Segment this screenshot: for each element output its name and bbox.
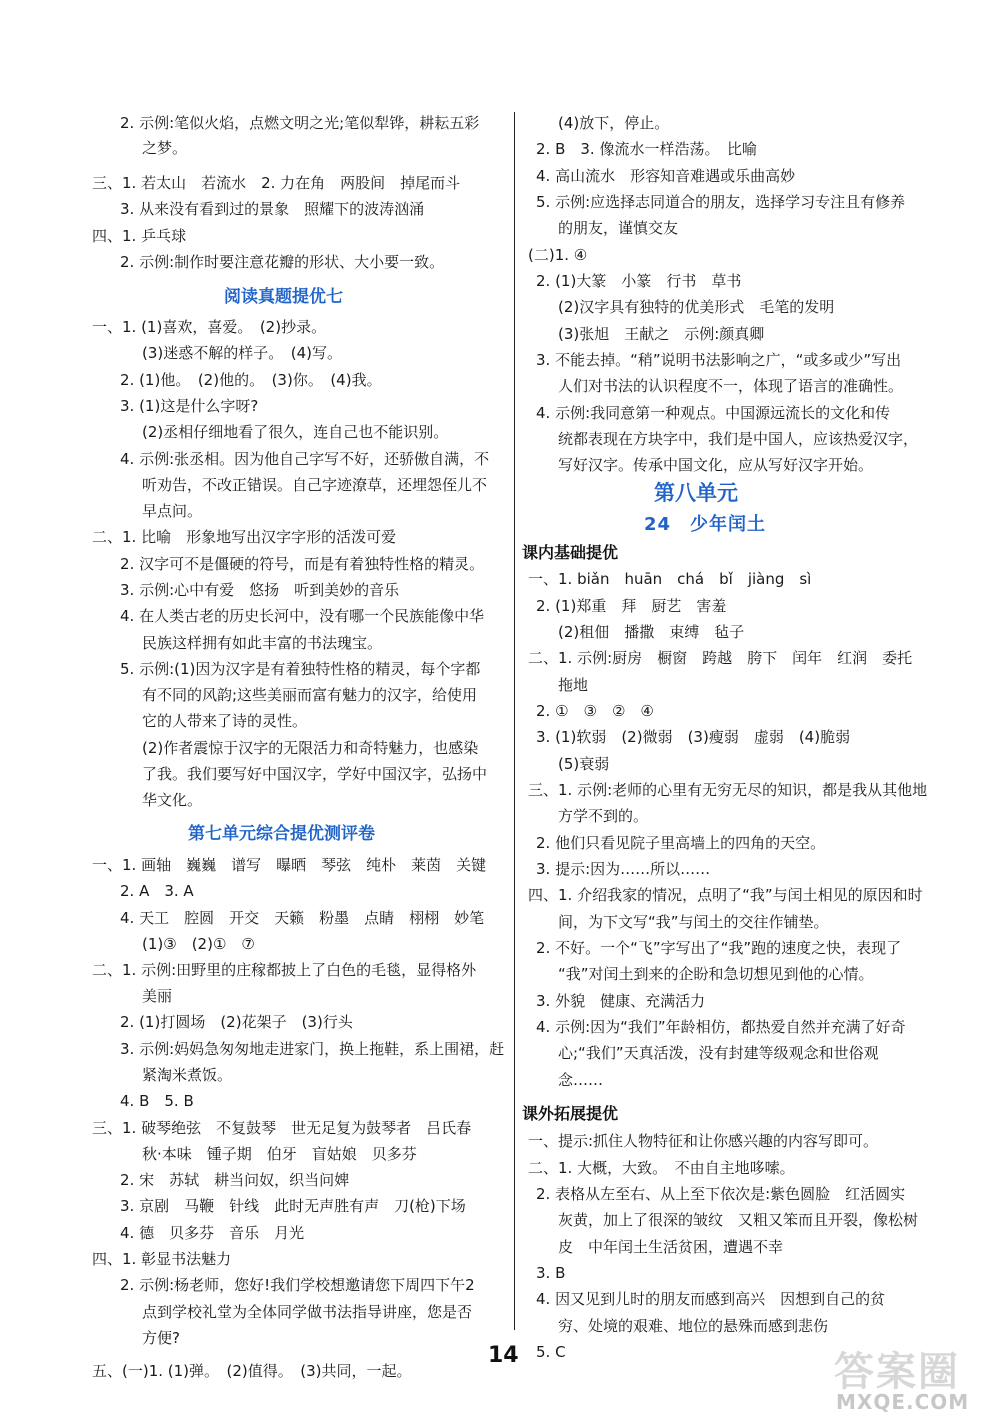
answer-line: 它的人带来了诗的灵性。 — [142, 712, 308, 730]
answer-line: 民族这样拥有如此丰富的书法瑰宝。 — [142, 634, 383, 652]
answer-line: 3. 示例:心中有爱 悠扬 听到美妙的音乐 — [120, 581, 400, 599]
answer-line: 华文化。 — [142, 791, 203, 809]
answer-line: 紧淘米煮饭。 — [142, 1066, 233, 1084]
answer-line: (4)放下，停止。 — [558, 114, 670, 132]
answer-line: 统都表现在方块字中，我们是中国人，应该热爱汉字， — [558, 430, 919, 448]
answer-line: 5. C — [536, 1343, 566, 1361]
answer-line: 的朋友，谨慎交友 — [558, 219, 679, 237]
answer-line: 五、(一)1. (1)弹。 (2)值得。 (3)共同，一起。 — [92, 1362, 412, 1380]
answer-line: 3. 示例:妈妈急匆匆地走进家门，换上拖鞋，系上围裙，赶 — [120, 1040, 505, 1058]
answer-line: 4. 天工 腔圆 开交 天籁 粉墨 点睛 栩栩 妙笔 — [120, 909, 485, 927]
answer-line: 二、1. 示例:田野里的庄稼都披上了白色的毛毯，显得格外 — [92, 961, 477, 979]
answer-line: 3. 不能去掉。“稍”说明书法影响之广，“或多或少”写出 — [536, 351, 902, 369]
answer-line: 2. 示例:笔似火焰，点燃文明之光;笔似犁铧，耕耘五彩 — [120, 114, 480, 132]
section-heading: 24 少年闰土 — [644, 514, 767, 535]
answer-line: 心;“我们”天真活泼，没有封建等级观念和世俗观 — [558, 1044, 879, 1062]
answer-line: 间，为下文写“我”与闰土的交往作铺垫。 — [558, 913, 829, 931]
page-number: 14 — [488, 1343, 519, 1368]
answer-line: 2. (1)郑重 拜 厨艺 害羞 — [536, 597, 727, 615]
section-heading: 第七单元综合提优测评卷 — [188, 824, 375, 844]
answer-line: 2. (1)大篆 小篆 行书 草书 — [536, 272, 742, 290]
answer-line: (1)③ (2)① ⑦ — [142, 935, 255, 953]
answer-line: 灰黄，加上了很深的皱纹 又粗又笨而且开裂，像松树 — [558, 1211, 919, 1229]
answer-line: (二)1. ④ — [528, 246, 588, 264]
column-divider — [514, 112, 515, 1330]
answer-line: 4. 在人类古老的历史长河中，没有哪一个民族能像中华 — [120, 607, 485, 625]
answer-line: 4. 示例:因为“我们”年龄相仿，都热爱自然并充满了好奇 — [536, 1018, 906, 1036]
answer-line: 2. (1)他。 (2)他的。 (3)你。 (4)我。 — [120, 371, 382, 389]
answer-line: (2)作者震惊于汉字的无限活力和奇特魅力，也感染 — [142, 739, 479, 757]
answer-line: 2. 汉字可不是僵硬的符号，而是有着独特性格的精灵。 — [120, 555, 485, 573]
answer-line: 写好汉字。传承中国文化，应从写好汉字开始。 — [558, 456, 874, 474]
watermark-url: MXQE.COM — [836, 1390, 970, 1414]
answer-line: 2. (1)打圆场 (2)花架子 (3)行头 — [120, 1013, 353, 1031]
answer-line: 人们对书法的认识程度不一，体现了语言的准确性。 — [558, 377, 904, 395]
answer-line: 一、提示:抓住人物特征和让你感兴趣的内容写即可。 — [528, 1132, 879, 1150]
answer-line: 2. 示例:制作时要注意花瓣的形状、大小要一致。 — [120, 253, 445, 271]
answer-line: 3. B — [536, 1264, 566, 1282]
watermark-cn: 答案圈 — [834, 1349, 960, 1395]
section-heading: 阅读真题提优七 — [224, 287, 343, 307]
answer-line: 2. A 3. A — [120, 882, 194, 900]
answer-line: 四、1. 介绍我家的情况，点明了“我”与闰土相见的原因和时 — [528, 886, 923, 904]
answer-line: 4. B 5. B — [120, 1092, 194, 1110]
answer-line: 三、1. 破琴绝弦 不复鼓琴 世无足复为鼓琴者 吕氏春 — [92, 1119, 472, 1137]
section-heading: 第八单元 — [654, 481, 738, 505]
answer-line: 4. 示例:张丞相。因为他自己字写不好，还骄傲自满，不 — [120, 450, 490, 468]
answer-line: (2)租佃 播撒 束缚 毡子 — [558, 623, 745, 641]
answer-line: 美丽 — [142, 987, 173, 1005]
answer-line: 一、1. biǎn huān chá bǐ jiàng sì — [528, 570, 812, 588]
answer-line: 听劝告，不改正错误。自己字迹潦草，还埋怨侄儿不 — [142, 476, 488, 494]
answer-line: 四、1. 彰显书法魅力 — [92, 1250, 232, 1268]
answer-line: 4. 因又见到儿时的朋友而感到高兴 因想到自己的贫 — [536, 1290, 886, 1308]
answer-line: 2. 示例:杨老师，您好!我们学校想邀请您下周四下午2 — [120, 1276, 475, 1294]
answer-line: 秋·本味 锺子期 伯牙 盲姑娘 贝多芬 — [142, 1145, 417, 1163]
answer-line: (2)汉字具有独特的优美形式 毛笔的发明 — [558, 298, 835, 316]
answer-line: 三、1. 若太山 若流水 2. 力在角 两股间 掉尾而斗 — [92, 174, 461, 192]
answer-line: (3)张旭 王献之 示例:颜真卿 — [558, 325, 765, 343]
answer-line: 3. 提示:因为……所以…… — [536, 860, 711, 878]
watermark-logo — [830, 1340, 990, 1418]
answer-line: 3. 外貌 健康、充满活力 — [536, 992, 706, 1010]
answer-line: (2)丞相仔细地看了很久，连自己也不能识别。 — [142, 423, 449, 441]
answer-line: 3. (1)这是什么字呀? — [120, 397, 259, 415]
answer-line: 早点问。 — [142, 502, 203, 520]
answer-line: 有不同的风韵;这些美丽而富有魅力的汉字，给使用 — [142, 686, 478, 704]
answer-line: 二、1. 比喻 形象地写出汉字字形的活泼可爱 — [92, 528, 397, 546]
answer-line: 念…… — [558, 1071, 604, 1089]
answer-line: 二、1. 示例:厨房 橱窗 跨越 胯下 闰年 红润 委托 — [528, 649, 913, 667]
answer-line: 拖地 — [558, 676, 589, 694]
answer-line: (5)衰弱 — [558, 755, 610, 773]
answer-line: 3. 从来没有看到过的景象 照耀下的波涛汹涌 — [120, 200, 425, 218]
answer-line: 5. 示例:(1)因为汉字是有着独特性格的精灵，每个字都 — [120, 660, 481, 678]
answer-line: 4. 德 贝多芬 音乐 月光 — [120, 1224, 305, 1242]
answer-line: 四、1. 乒乓球 — [92, 227, 187, 245]
answer-line: “我”对闰土到来的企盼和急切想见到他的心情。 — [558, 965, 874, 983]
answer-line: 皮 中年闰土生活贫困，遭遇不幸 — [558, 1238, 784, 1256]
subsection-heading: 课内基础提优 — [522, 543, 619, 562]
subsection-heading: 课外拓展提优 — [522, 1104, 619, 1123]
answer-line: 二、1. 大概，大致。 不由自主地哆嗦。 — [528, 1159, 795, 1177]
answer-line: 点到学校礼堂为全体同学做书法指导讲座，您是否 — [142, 1303, 473, 1321]
answer-line: (3)迷惑不解的样子。 (4)写。 — [142, 344, 342, 362]
answer-line: 一、1. (1)喜欢，喜爱。 (2)抄录。 — [92, 318, 327, 336]
answer-line: 了我。我们要写好中国汉字，学好中国汉字，弘扬中 — [142, 765, 488, 783]
answer-line: 三、1. 示例:老师的心里有无穷无尽的知识，都是我从其他地 — [528, 781, 928, 799]
answer-line: 4. 高山流水 形容知音难遇或乐曲高妙 — [536, 167, 796, 185]
answer-line: 一、1. 画轴 巍巍 谱写 曝晒 琴弦 纯朴 莱茵 关键 — [92, 856, 487, 874]
answer-line: 4. 示例:我同意第一种观点。中国源远流长的文化和传 — [536, 404, 891, 422]
answer-line: 2. 表格从左至右、从上至下依次是:紫色圆脸 红活圆实 — [536, 1185, 906, 1203]
answer-line: 方学不到的。 — [558, 807, 649, 825]
answer-line: 5. 示例:应选择志同道合的朋友，选择学习专注且有修养 — [536, 193, 906, 211]
answer-line: 2. 他们只看见院子里高墙上的四角的天空。 — [536, 834, 826, 852]
answer-line: 方便? — [142, 1329, 180, 1347]
answer-line: 2. B 3. 像流水一样浩荡。 比喻 — [536, 140, 757, 158]
answer-line: 2. 宋 苏轼 耕当问奴，织当问婢 — [120, 1171, 350, 1189]
answer-line: 3. (1)软弱 (2)微弱 (3)瘦弱 虚弱 (4)脆弱 — [536, 728, 851, 746]
answer-line: 2. 不好。一个“飞”字写出了“我”跑的速度之快，表现了 — [536, 939, 902, 957]
answer-line: 穷、处境的艰难、地位的悬殊而感到悲伤 — [558, 1317, 829, 1335]
answer-line: 2. ① ③ ② ④ — [536, 702, 654, 720]
answer-line: 之梦。 — [142, 139, 188, 157]
answer-line: 3. 京剧 马鞭 针线 此时无声胜有声 刀(枪)下场 — [120, 1197, 466, 1215]
